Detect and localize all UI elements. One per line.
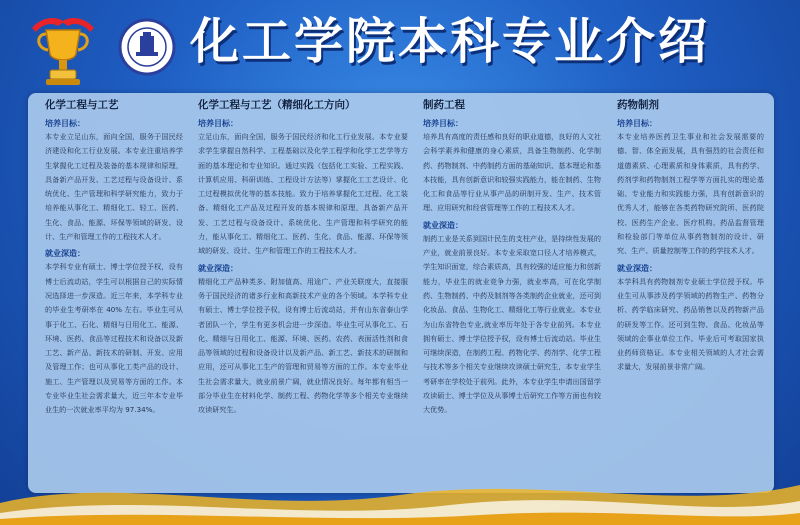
career-label: 就业深造： [45,249,85,259]
career-label: 就业深造： [423,220,463,230]
goal-label: 培养目标： [45,119,85,128]
career-label: 就业深造： [617,263,657,273]
major-title: 化学工程与工艺 [45,99,119,111]
goal-text: 本专业立足山东，面向全国，服务于国民经济建设和化工行业发展。本专业注重培养学生掌握化工过程及装备的基本规律和原理，具备新产品开发、工艺过程与设备设计、系统优化、生产管理和科学研究能力，致力于培养能从事化工、精细化工、轻工、医药、生化、食品、能源、环保等领域的研发、设计、生产和管理工作的工程技术人才。 [45,132,183,242]
major-column-pharmaceutical-engineering [423,98,601,422]
goal-label: 培养目标： [198,119,238,128]
major-title: 药物制剂 [617,99,659,111]
header [0,0,800,80]
goal-text: 本专业培养医药卫生事业和社会发展需要的德、智、体全面发展，具有强烈的社会责任和道德素质、心理素质和身体素质，具有药学、药剂学和药物制剂工程学等方面扎实的理论基础、专业能力和实践能力强，具有创新意识的优秀人才，能够在各类药物研究院所、医药院校、医药生产企业、医疗机构、药品监督管理和检验部门等单位从事药物制剂的设计、研究、生产、质量控制等工作的药学技术人才。 [617,132,764,256]
goal-text: 培养具有高度的责任感和良好的职业道德，良好的人文社会科学素养和健康的身心素质，具备生物制药、化学制药、药物制剂、中药制药方面的基础知识、基本理论和基本技能，具有创新意识和较强实践能力，能在制药、生物化工和食品等行业从事产品的研制开发、生产、技术管理、应用研究和经营管理等工作的工程技术人才。 [423,132,601,213]
major-title: 制药工程 [423,99,465,111]
goal-text: 立足山东，面向全国，服务于国民经济和化工行业发展。本专业要求学生掌握自然科学、工程基础以及化学工程学和化学工艺学等方面的基本理论和专业知识。通过实践（包括化工实验、工程实践、计算机应用、科研训练、工程设计方法等）掌握化工工艺设计、化工过程模拟优化等的基本技能。致力于培养掌握化工过程、化工装备、精细化工产品及过程开发的基本规律和原理，具备新产品开发、工艺过程与设备设计、系统优化、生产管理和科学研究的能力，能从事化工、精细化工、医药、生化、食品、能源、环保等领域的研发、设计、生产和管理工作的工程技术人才。 [198,132,408,256]
goal-label: 培养目标： [617,119,657,128]
university-seal-logo [118,18,176,76]
decorative-wave-graphic [0,455,800,525]
major-column-pharmaceutics [617,98,764,379]
major-column-fine-chemical [198,98,408,422]
major-column-chemical-engineering [45,98,183,422]
goal-label: 培养目标： [423,119,463,128]
career-text: 本学科具有药物制剂专业硕士学位授予权。毕业生可从事涉及药学领域的药物生产、药物分析、药学临床研究、药品销售以及药物新产品的研发等工作。还可到生物、食品、化妆品等领域的企事业单位工作。毕业后可考取国家执业药师资格证。本专业相关领域的人才社会需求量大，发展前景非常广阔。 [617,276,764,372]
trophy-icon [28,10,98,88]
major-title: 化学工程与工艺（精细化工方向） [198,99,356,111]
career-text: 精细化工产品种类多、附加值高、用途广、产业关联度大，直接服务于国民经济的诸多行业和高新技术产业的各个领域。本学科专业有硕士、博士学位授予权，设有博士后流动站，并有山东省泰山学者团队一个，学生有更多机会进一步深造。毕业生可从事化工、石化、精细与日用化工、能源、环境、医药、农药、表面活性剂和食品等领域的过程和设备设计以及新产品、新工艺、新技术的研制和应用，还可从事化工生产的管理和贸易等方面的工作。本专业毕业生社会需求量大，就业前景广阔，就业情况良好。每年都有相当一部分毕业生在材料化学、制药工程、药物化学等多个相关专业继续攻读研究生。 [198,276,408,415]
page-title: 化工学院本科专业介绍 [190,13,711,70]
career-text: 制药工业是关系到国计民生的支柱产业，是持续性发展的产业，就业前景良好。本专业采取宽口径人才培养模式，学生知识面宽，综合素质高，具有较强的适应能力和创新能力，毕业生的就业竞争力强，就业率高，可在化学制药、生物制药、中药及制剂等各类制药企业就业，还可到化妆品、食品、生物化工、精细化工等行业就业。本专业为山东省特色专业,就业率历年处于各专业前列。本专业拥有硕士、博士学位授予权，设有博士后流动站。毕业生可继续深造，在制药工程、药物化学、药剂学、化学工程与技术等多个相关专业继续攻读硕士研究生，本专业学生考研率在学校处于前列。此外，本专业学生申请出国留学攻读硕士、博士学位及从事博士后研究工作等方面也有较大优势。 [423,233,601,415]
career-text: 本学科专业有硕士、博士学位授予权，设有博士后流动站，学生可以根据自己的实际情况选择进一步深造。近三年来，本学科专业的毕业生考研率在 40% 左右。毕业生可从事于化工、石化、精细与日用化工、能源、环境、医药、食品等过程技术和设备以及新工艺、新产品、新技术的研制、开发、应用及管理工作；也可从事化工类产品的设计、施工、生产管理以及贸易等方面的工作。本专业毕业生社会需求量大，近三年本专业毕业生的一次就业率平均为 97.34%。 [45,262,183,415]
career-label: 就业深造： [198,263,238,273]
